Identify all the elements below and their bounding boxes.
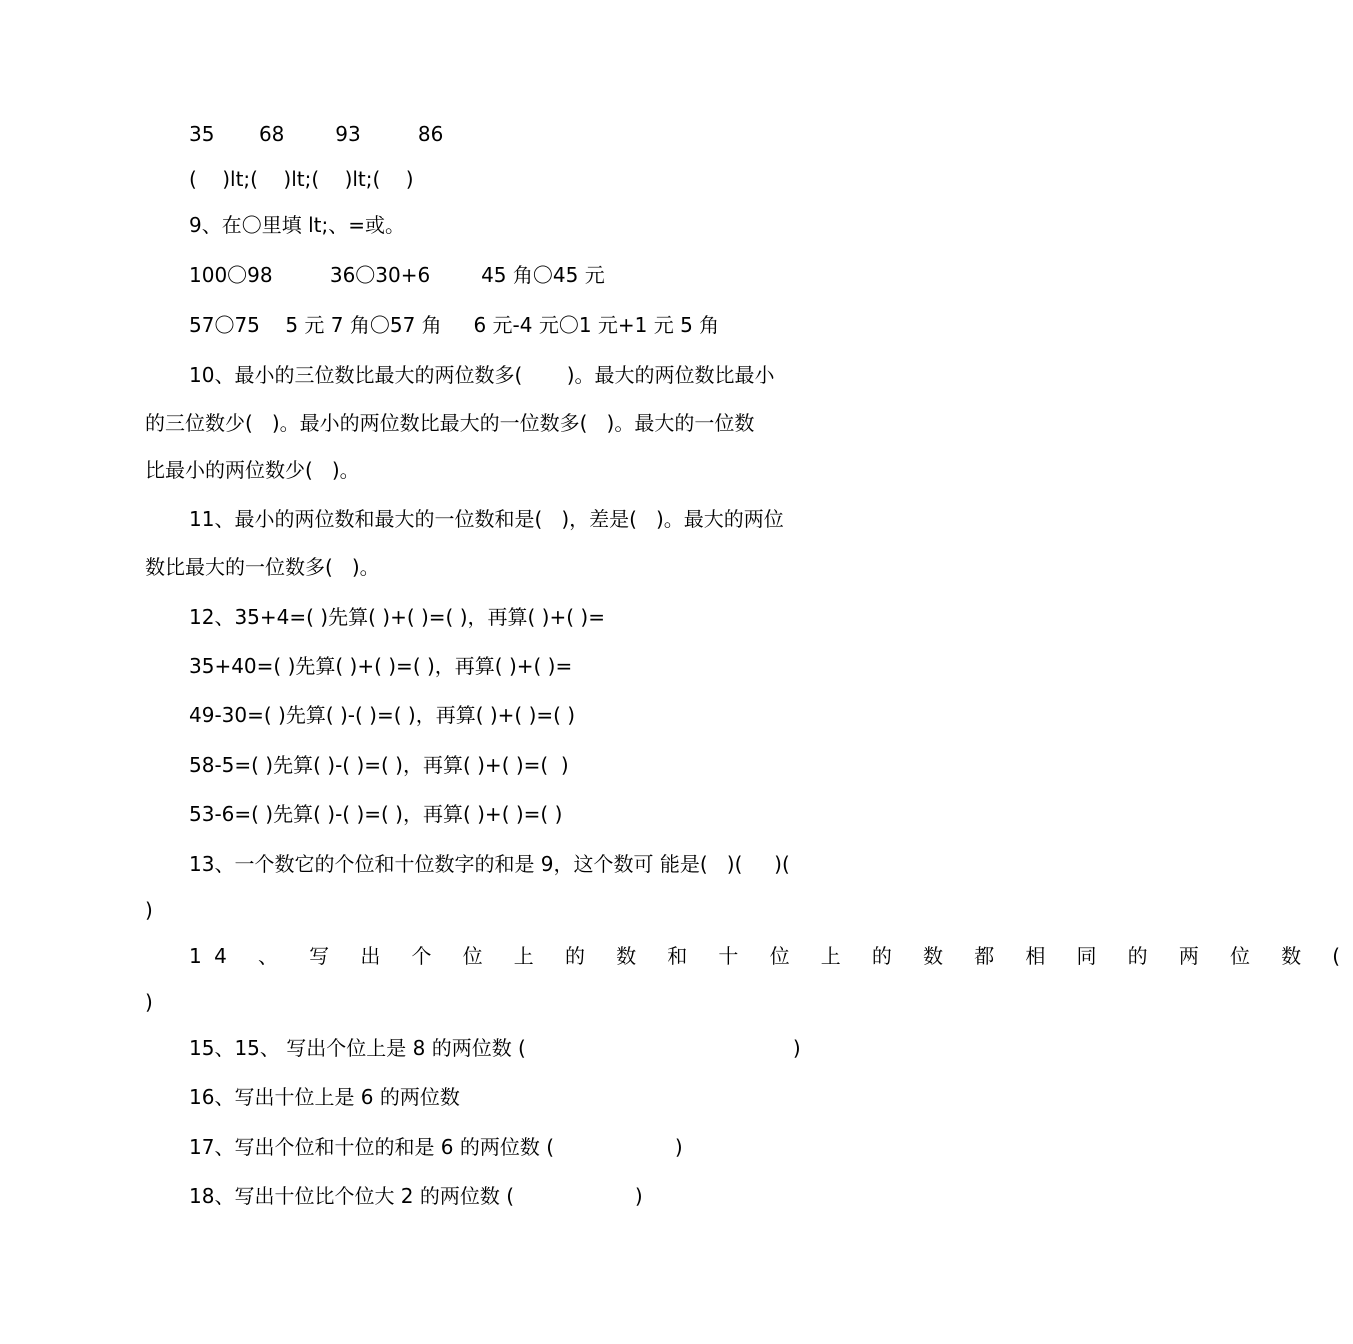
comparison-blanks: ( )lt;( )lt;( )lt;( )	[189, 167, 414, 191]
question-12-line-5: 53-6=( )先算( )-( )=( )，再算( )+( )=( )	[189, 802, 563, 826]
question-16: 16、写出十位上是 6 的两位数	[189, 1085, 460, 1109]
question-11-line-2: 数比最大的一位数多( )。	[145, 555, 380, 579]
question-17: 17、写出个位和十位的和是 6 的两位数 ( )	[189, 1135, 683, 1159]
question-9-row-2: 57〇75 5 元 7 角〇57 角 6 元-4 元〇1 元+1 元 5 角	[189, 313, 720, 337]
question-13-line-1: 13、一个数它的个位和十位数字的和是 9，这个数可 能是( )( )(	[189, 852, 790, 876]
question-14-line-2: )	[145, 990, 153, 1014]
question-12-line-3: 49-30=( )先算( )-( )=( )，再算( )+( )=( )	[189, 703, 576, 727]
question-10-line-1: 10、最小的三位数比最大的两位数多( )。最大的两位数比最小	[189, 363, 775, 387]
question-12-line-1: 12、35+4=( )先算( )+( )=( )，再算( )+( )=	[189, 605, 605, 629]
question-18: 18、写出十位比个位大 2 的两位数 ( )	[189, 1184, 643, 1208]
question-11-line-1: 11、最小的两位数和最大的一位数和是( )，差是( )。最大的两位	[189, 507, 784, 531]
question-9-title: 9、在〇里填 lt;、=或。	[189, 213, 405, 237]
question-12-line-4: 58-5=( )先算( )-( )=( )，再算( )+( )=( )	[189, 753, 569, 777]
question-14-line-1: 14 、 写 出 个 位 上 的 数 和 十 位 上 的 数 都 相 同 的 两 位 数 (	[189, 944, 1353, 968]
question-15: 15、15、 写出个位上是 8 的两位数 ( )	[189, 1036, 801, 1060]
question-10-line-3: 比最小的两位数少( )。	[145, 458, 360, 482]
question-10-line-2: 的三位数少( )。最小的两位数比最大的一位数多( )。最大的一位数	[145, 411, 755, 435]
question-13-line-2: )	[145, 898, 153, 922]
question-12-line-2: 35+40=( )先算( )+( )=( )，再算( )+( )=	[189, 654, 573, 678]
number-row: 35 68 93 86	[189, 122, 444, 146]
question-9-row-1: 100〇98 36〇30+6 45 角〇45 元	[189, 263, 605, 287]
